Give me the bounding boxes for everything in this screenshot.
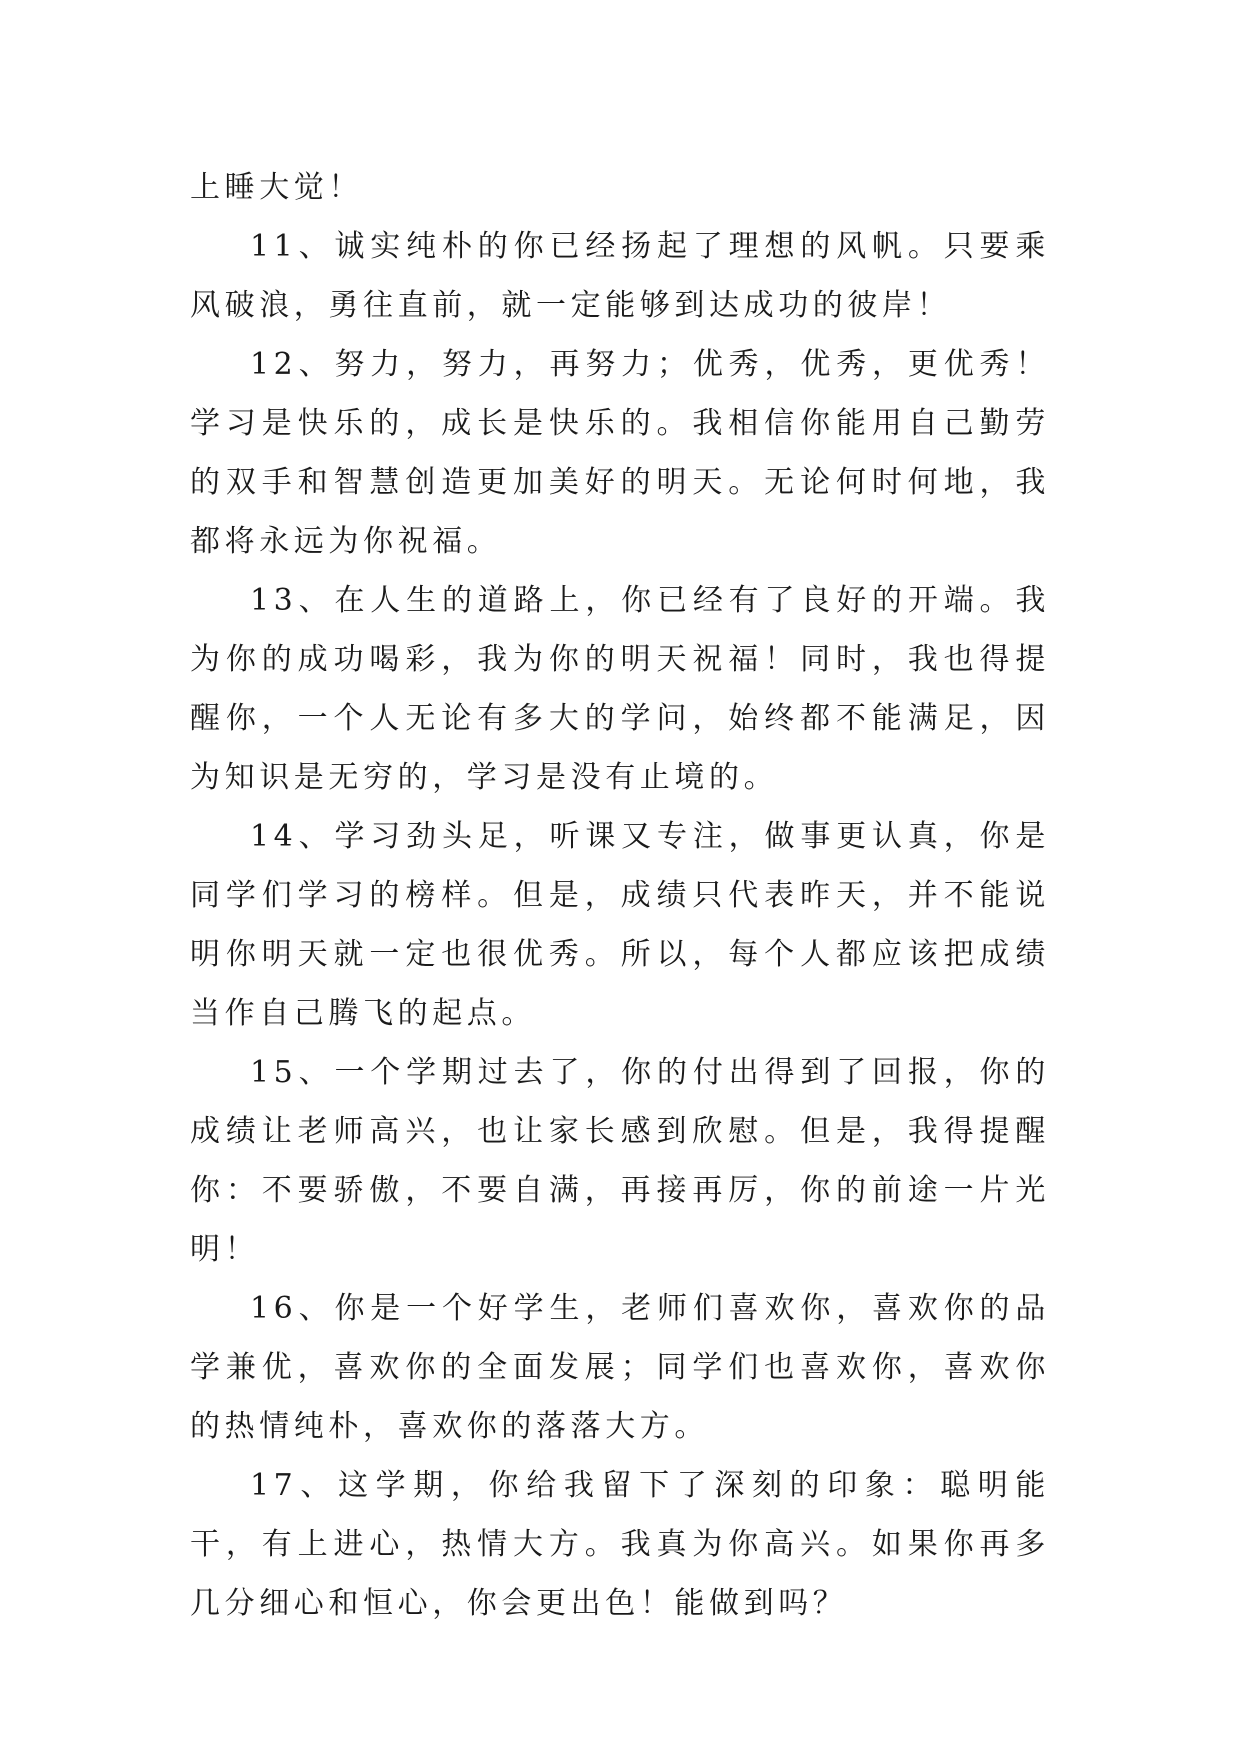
- paragraph-12: 12、努力，努力，再努力；优秀，优秀，更优秀！学习是快乐的，成长是快乐的。我相信你能用自己勤劳的双手和智慧创造更加美好的明天。无论何时何地，我都将永远为你祝福。: [190, 347, 1050, 559]
- paragraph-14: 14、学习劲头足，听课又专注，做事更认真，你是同学们学习的榜样。但是，成绩只代表昨天，并不能说明你明天就一定也很优秀。所以，每个人都应该把成绩当作自己腾飞的起点。: [190, 819, 1050, 1031]
- paragraph-13: 13、在人生的道路上，你已经有了良好的开端。我为你的成功喝彩，我为你的明天祝福！同时，我也得提醒你，一个人无论有多大的学问，始终都不能满足，因为知识是无穷的，学习是没有止境的。: [190, 583, 1050, 795]
- paragraph-17: 17、这学期，你给我留下了深刻的印象：聪明能干，有上进心，热情大方。我真为你高兴。如果你再多几分细心和恒心，你会更出色！能做到吗？: [190, 1468, 1050, 1621]
- paragraph-16: 16、你是一个好学生，老师们喜欢你，喜欢你的品学兼优，喜欢你的全面发展；同学们也喜欢你，喜欢你的热情纯朴，喜欢你的落落大方。: [190, 1291, 1050, 1444]
- paragraph-continuation: 上睡大觉！: [190, 170, 363, 205]
- document-body: [190, 158, 1050, 1633]
- paragraph-11: 11、诚实纯朴的你已经扬起了理想的风帆。只要乘风破浪，勇往直前，就一定能够到达成功的彼岸！: [190, 229, 1050, 323]
- paragraph-15: 15、一个学期过去了，你的付出得到了回报，你的成绩让老师高兴，也让家长感到欣慰。但是，我得提醒你：不要骄傲，不要自满，再接再厉，你的前途一片光明！: [190, 1055, 1050, 1267]
